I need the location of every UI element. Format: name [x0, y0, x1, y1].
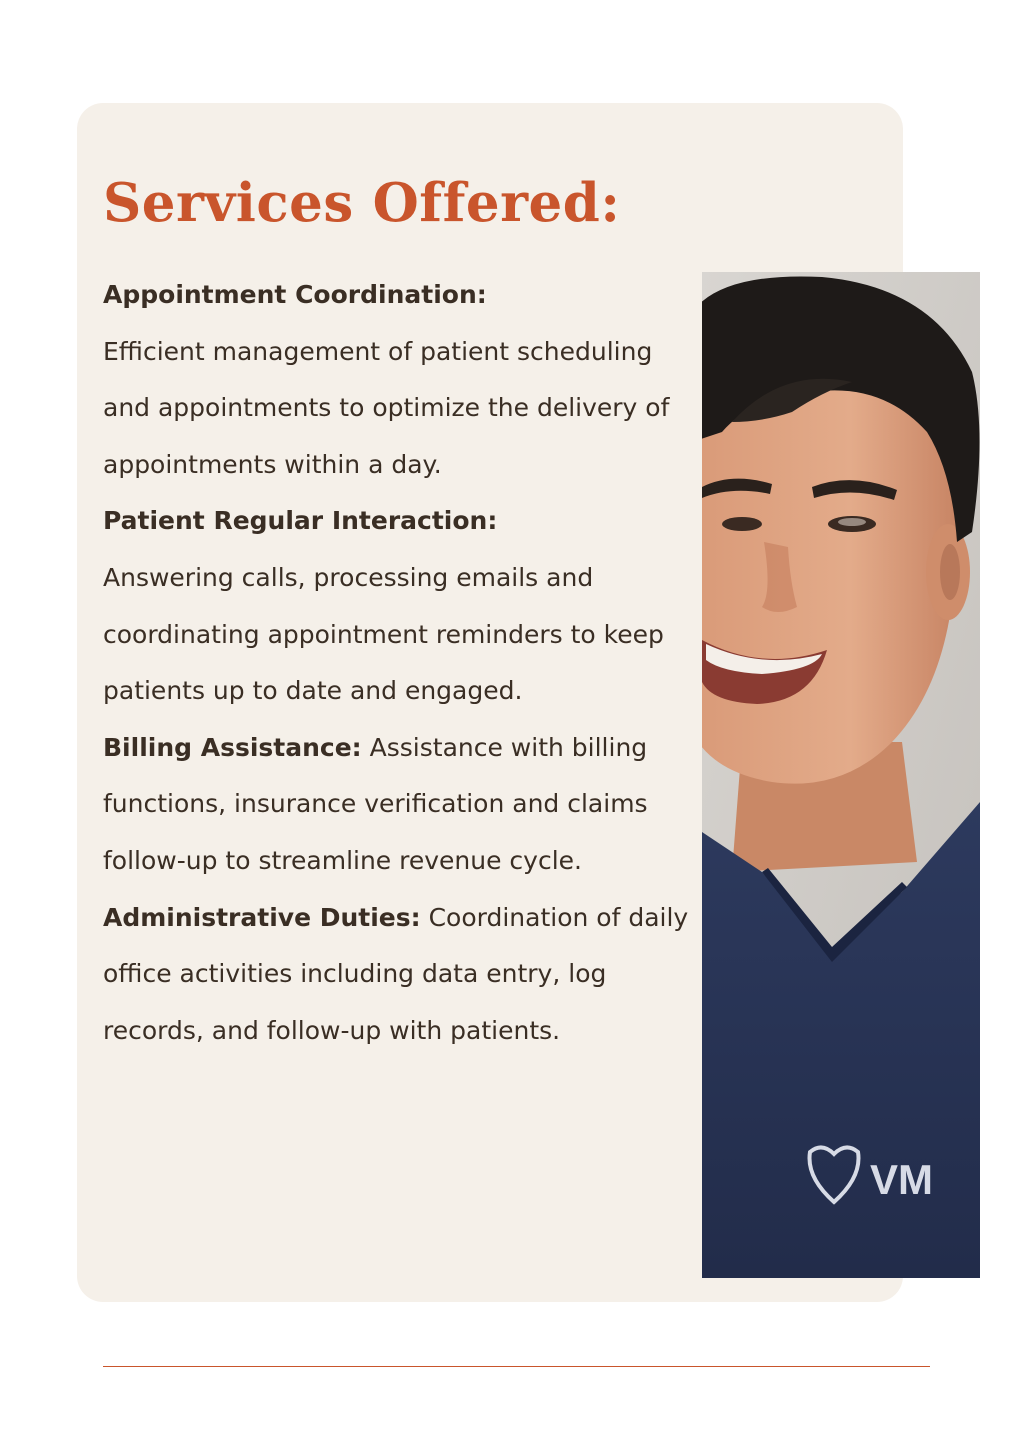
- staff-portrait-illustration: [702, 272, 980, 1278]
- service-description: Answering calls, processing emails and coordinating appointment reminders to keep patients up to date and engaged.: [103, 562, 664, 706]
- service-name: Administrative Duties:: [103, 902, 421, 932]
- service-description: Coordination of daily office activities including data entry, log records, and follow-up with patients.: [103, 902, 689, 1045]
- service-name: Appointment Coordination:: [103, 280, 487, 309]
- scrubs-logo-text: VM: [870, 1156, 933, 1203]
- service-name: Patient Regular Interaction:: [103, 506, 498, 536]
- services-list: [103, 267, 693, 1059]
- bottom-divider: [103, 1366, 930, 1367]
- service-name: Billing Assistance:: [103, 732, 362, 762]
- page-title: Services Offered:: [103, 172, 621, 234]
- service-item: [103, 267, 693, 493]
- service-description: Efficient management of patient scheduling and appointments to optimize the delivery of appointments within a day.: [103, 336, 670, 479]
- service-item: [103, 493, 693, 719]
- service-description: Assistance with billing functions, insurance verification and claims follow-up to streamline revenue cycle.: [103, 732, 648, 875]
- service-item: [103, 720, 693, 890]
- service-item: [103, 890, 693, 1060]
- staff-photo: [702, 272, 980, 1278]
